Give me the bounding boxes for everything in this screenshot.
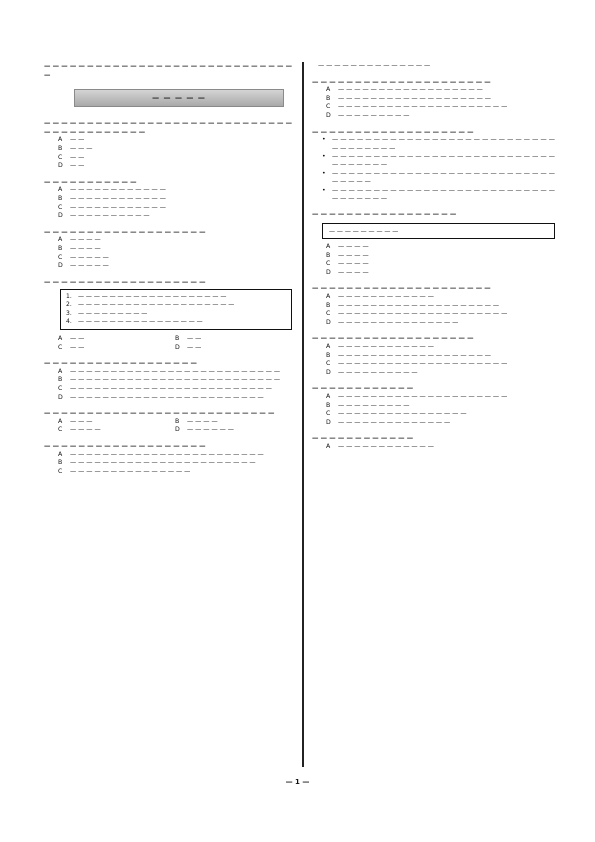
answer-box: — — — — — — — — — (322, 223, 555, 239)
right-column (312, 62, 555, 458)
option: B — — — — — — — — — (326, 401, 410, 409)
continued-option: — — — — — — — — — — — — — — (318, 62, 431, 69)
option: C — — — — — — — — — — — — — — — — — — — — — (326, 360, 508, 368)
question-9 (312, 128, 555, 204)
option: A — — — — (58, 236, 101, 244)
question-11 (312, 284, 555, 327)
question-6 (44, 409, 292, 435)
option: D — — — — — — — — — — (58, 212, 150, 220)
page-number: — 1 — (285, 778, 310, 786)
option: A — — — — — — — — — — — — (326, 342, 434, 350)
bullet-item: • — — — — — — — — — — — — — — — — — — — — — — — — — — — — — — — — — — — (322, 136, 555, 152)
question-12 (312, 334, 555, 377)
option: B — — — — (326, 251, 369, 259)
question-13 (312, 384, 555, 427)
option: C — — — — (326, 260, 369, 268)
option: A — — — (58, 417, 93, 425)
option: C — — — — — — — — — — — — — — — — — — — — — (326, 103, 508, 111)
option: A — — — — (326, 243, 369, 250)
option: C — — — — — — — — — — — — — — — — — — — — — — — — — (58, 385, 272, 393)
option: A — — — — — — — — — — — — — — — — — — — — — — — — — — (58, 367, 281, 375)
option: D — — — — — — — — — — (326, 368, 418, 376)
options-grid (44, 418, 292, 435)
question-text: — — — — — — — — — — — — — — — — — — — — — — — — — — — — — — — — — — — — — — — — — (44, 119, 292, 136)
option: B — — — — — — — — — — — — — — — — — — — (326, 94, 491, 102)
option: D — — — — — — — — — — — — — — — (326, 318, 459, 326)
question-8 (312, 78, 555, 121)
option: C — — (58, 153, 85, 161)
question-text: — — — — — — — — — — — — (312, 434, 414, 443)
question-7 (44, 442, 292, 476)
question-text: — — — — — — — — — — — — — — — — — (312, 210, 457, 219)
question-text: — — — — — — — — — — — — — — — — — — (44, 359, 197, 368)
column-divider (302, 62, 304, 767)
option: B — — — — — — — — — — — — (58, 194, 166, 202)
option: A — — — — — — — — — — — — — — — — — — (326, 86, 483, 94)
option: D — — — — — — — — — — — — — — — — — — — — — — — — (58, 393, 264, 401)
intro-text: — — — — — — — — — — — — — — — — — — — — — — — — — — — — — — (44, 62, 292, 79)
question-text: — — — — — — — — — — — — — — — — — — — (44, 442, 206, 451)
option: D — — — — — — (175, 426, 234, 434)
option: C — — — — — — — — — — — — (58, 203, 166, 211)
question-3 (44, 228, 292, 271)
option: C — — (58, 343, 85, 351)
question-5 (44, 359, 292, 402)
question-text: — — — — — — — — — — — — — — — — — — — — — (312, 284, 491, 293)
option: C — — — — — (58, 253, 109, 261)
option: D — — — — — — — — — (326, 111, 410, 119)
option: B — — — — — — — — — — — — — — — — — — — — — — — — — — (58, 376, 281, 384)
option: D — — — — — — — — — — — — — — (326, 418, 451, 426)
question-text: — — — — — — — — — — — — — — — — — — — (44, 227, 206, 236)
question-1 (44, 119, 292, 171)
option: B — — — — — — — — — — — — — — — — — — — — (326, 301, 500, 309)
bullet-item: • — — — — — — — — — — — — — — — — — — — — — — — — — — — — — — — — (322, 169, 555, 186)
question-text: — — — — — — — — — — — — — — — — — — — (312, 334, 474, 343)
option: A — — — — — — — — — — — — (326, 442, 434, 450)
option: C — — — — — — — — — — — — — — — — (326, 410, 467, 418)
question-10 (312, 210, 555, 277)
statement-line: 3. — — — — — — — — — (66, 309, 148, 317)
option: D — — — — (326, 268, 369, 276)
option: A — — (58, 335, 85, 343)
statement-box (60, 289, 292, 330)
option: B — — — — (58, 244, 101, 252)
option: C — — — — (58, 426, 101, 434)
bullet-item: • — — — — — — — — — — — — — — — — — — — — — — — — — — — — — — — — — — (322, 152, 555, 169)
option: B — — — — (175, 417, 218, 425)
option: A — — — — — — — — — — — — (326, 292, 434, 300)
option: C — — — — — — — — — — — — — — — (58, 467, 191, 475)
question-text: — — — — — — — — — — — — — — — — — — — — — (312, 77, 491, 86)
option: B — — (175, 335, 202, 343)
option: B — — — (58, 144, 93, 152)
question-2 (44, 178, 292, 221)
option: A — — — — — — — — — — — — (58, 186, 166, 194)
section-title: — — — — — (152, 94, 206, 103)
section-banner (74, 89, 284, 107)
option: A — — (58, 136, 85, 144)
statement-line: 2. — — — — — — — — — — — — — — — — — — — — (66, 301, 235, 309)
question-text: — — — — — — — — — — — — (312, 384, 414, 393)
statement-line: 1. — — — — — — — — — — — — — — — — — — — (66, 293, 227, 301)
option: A — — — — — — — — — — — — — — — — — — — — — (326, 392, 508, 400)
question-text: — — — — — — — — — — — (44, 177, 137, 186)
option: D — — (58, 162, 85, 170)
question-text: — — — — — — — — — — — — — — — — — — — (44, 277, 206, 286)
options-grid (44, 335, 292, 352)
question-4 (44, 278, 292, 353)
question-14 (312, 434, 555, 451)
statement-line: 4. — — — — — — — — — — — — — — — — (66, 317, 203, 325)
option: B — — — — — — — — — — — — — — — — — — — — — — — (58, 459, 256, 467)
option: D — — (175, 343, 202, 351)
question-text: — — — — — — — — — — — — — — — — — — — — — — — — — — — (44, 409, 275, 418)
option: A — — — — — — — — — — — — — — — — — — — — — — — — (58, 450, 264, 458)
left-column (44, 62, 292, 483)
question-text: — — — — — — — — — — — — — — — — — — — (312, 127, 474, 136)
option: D — — — — — (58, 262, 109, 270)
bullet-item: • — — — — — — — — — — — — — — — — — — — — — — — — — — — — — — — — — — (322, 186, 555, 202)
option: B — — — — — — — — — — — — — — — — — — — (326, 351, 491, 359)
option: C — — — — — — — — — — — — — — — — — — — — — (326, 310, 508, 318)
